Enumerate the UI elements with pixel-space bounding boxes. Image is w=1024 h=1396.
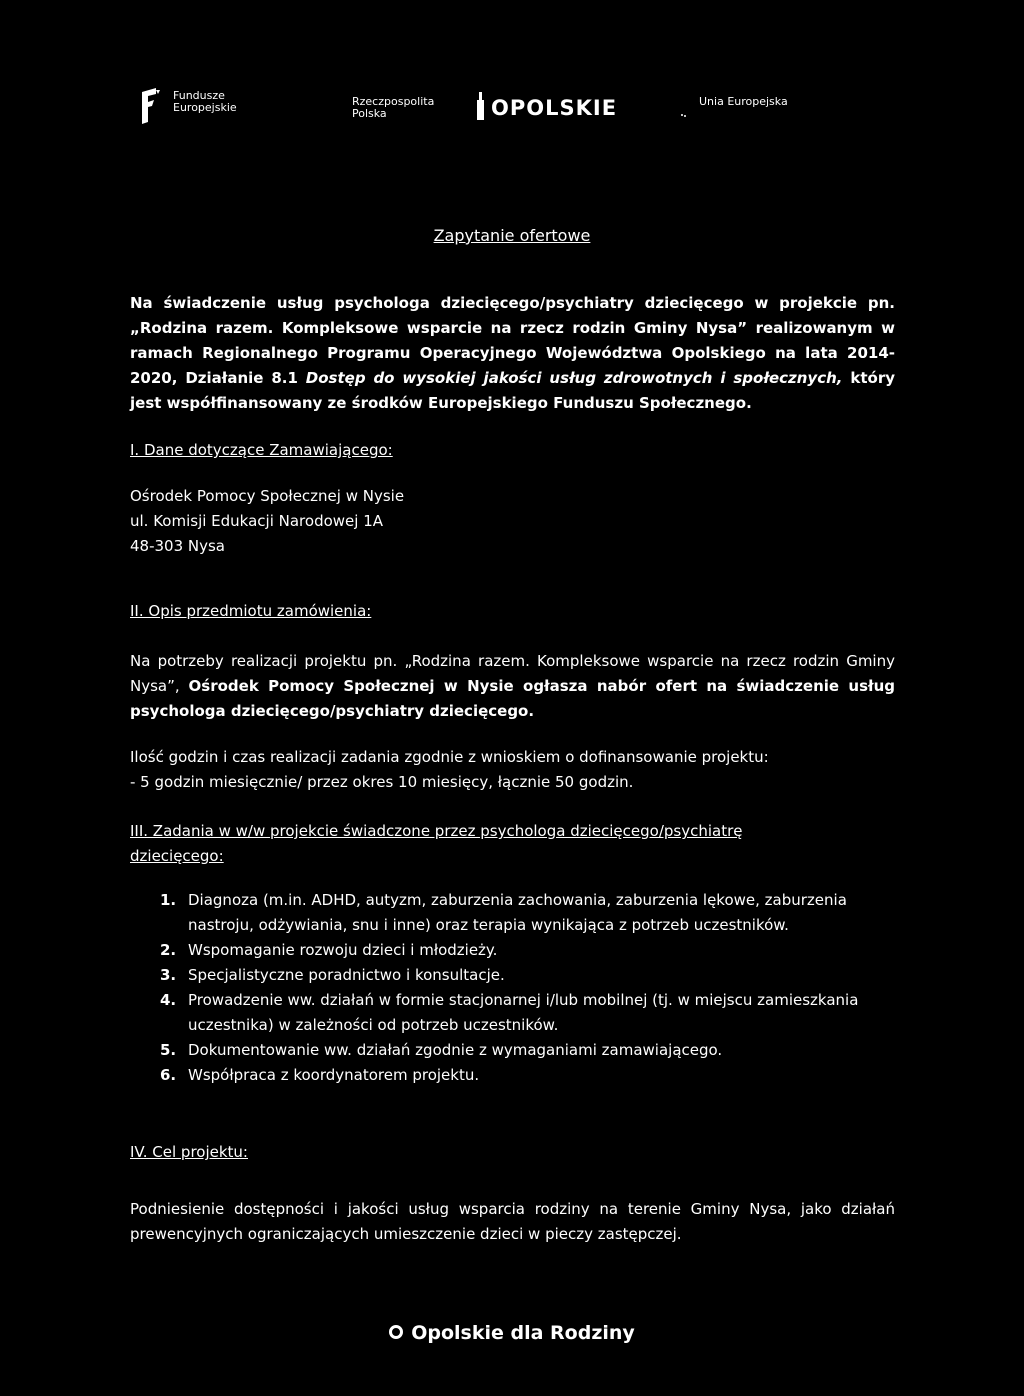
rp-line1: Rzeczpospolita xyxy=(352,95,435,108)
ue-text: Unia Europejska xyxy=(699,95,788,108)
document-title: Zapytanie ofertowe xyxy=(433,226,591,245)
fe-line1: Fundusze xyxy=(173,89,225,102)
section2-bold: Ośrodek Pomocy Społecznej w Nysie ogłasza nabór ofert na świadczenie usług psychologa dziecięcego/psychiatry dziecięcego. xyxy=(130,677,895,720)
list-item: 4. Prowadzenie ww. działań w formie stacjonarnej i/lub mobilnej (tj. w miejscu zamieszkania uczestnika) w zależności od potrzeb uczestników. xyxy=(160,991,859,1034)
list-item: 2. Wspomaganie rozwoju dzieci i młodzieży. xyxy=(160,941,498,959)
rzeczpospolita-logo xyxy=(352,96,434,120)
list-item: 1. Diagnoza (m.in. ADHD, autyzm, zaburzenia zachowania, zaburzenia lękowe, zaburzenia nastroju, odżywiania, snu i inne) oraz terapia wynikająca z potrzeb uczestników. xyxy=(160,891,847,934)
project-goal: Podniesienie dostępności i jakości usług wsparcia rodziny na terenie Gminy Nysa, jako działań prewencyjnych ograniczających umieszczenie dzieci w pieczy zastępczej. xyxy=(130,1200,895,1243)
hours-line1: Ilość godzin i czas realizacji zadania zgodnie z wnioskiem o dofinansowanie projektu: xyxy=(130,748,769,766)
intro-part3: który jest współfinansowany ze środków Europejskiego Funduszu Społecznego. xyxy=(130,369,895,412)
list-item: 3. Specjalistyczne poradnictwo i konsultacje. xyxy=(160,966,505,984)
orderer-name: Ośrodek Pomocy Społecznej w Nysie xyxy=(130,487,405,505)
fundusze-europejskie-icon xyxy=(140,88,162,126)
intro-paragraph xyxy=(130,291,895,416)
list-item: 6. Współpraca z koordynatorem projektu. xyxy=(160,1066,480,1084)
opolskie-text: OPOLSKIE xyxy=(491,96,618,120)
opolskie-circle-icon xyxy=(389,1325,403,1339)
footer-slogan xyxy=(0,1322,1024,1344)
section2-heading: II. Opis przedmiotu zamówienia: xyxy=(130,602,372,620)
hours-line2: - 5 godzin miesięcznie/ przez okres 10 miesięcy, łącznie 50 godzin. xyxy=(130,773,634,791)
logo-bar xyxy=(0,88,1024,128)
section2-paragraph xyxy=(130,649,895,724)
section2-plain: Na potrzeby realizacji projektu pn. „Rodzina razem. Kompleksowe wsparcie na rzecz rodzin Gminy Nysa”, xyxy=(130,652,895,695)
footer-text: Opolskie dla Rodziny xyxy=(411,1322,635,1344)
section3-heading: III. Zadania w w/w projekcie świadczone przez psychologa dziecięcego/psychiatrę dziecięcego: xyxy=(130,822,743,865)
unia-europejska-logo xyxy=(679,96,788,118)
intro-part1: Na świadczenie usług psychologa dziecięcego/psychiatry dziecięcego w projekcie pn. „Rodzina razem. Kompleksowe wsparcie na rzecz rodzin Gminy Nysa” realizowanym w ramach Regionalnego Programu Operacyjnego Województwa Opolskiego na lata 2014-2020, Działanie 8.1 xyxy=(130,294,895,387)
rp-line2: Polska xyxy=(352,107,387,120)
intro-part2: Dostęp do wysokiej jakości usług zdrowotnych i społecznych, xyxy=(305,369,843,387)
opolskie-tower-icon xyxy=(476,92,485,120)
list-item: 5. Dokumentowanie ww. działań zgodnie z wymaganiami zamawiającego. xyxy=(160,1041,723,1059)
orderer-city: 48-303 Nysa xyxy=(130,537,226,555)
section4-heading: IV. Cel projektu: xyxy=(130,1143,248,1161)
orderer-street: ul. Komisji Edukacji Narodowej 1A xyxy=(130,512,384,530)
fe-line2: Europejskie xyxy=(173,101,237,114)
section1-heading: I. Dane dotyczące Zamawiającego: xyxy=(130,441,393,459)
opolskie-logo xyxy=(476,92,617,120)
eu-stars-icon xyxy=(679,104,693,118)
fundusze-europejskie-logo xyxy=(140,88,237,126)
tasks-list xyxy=(130,888,895,1088)
